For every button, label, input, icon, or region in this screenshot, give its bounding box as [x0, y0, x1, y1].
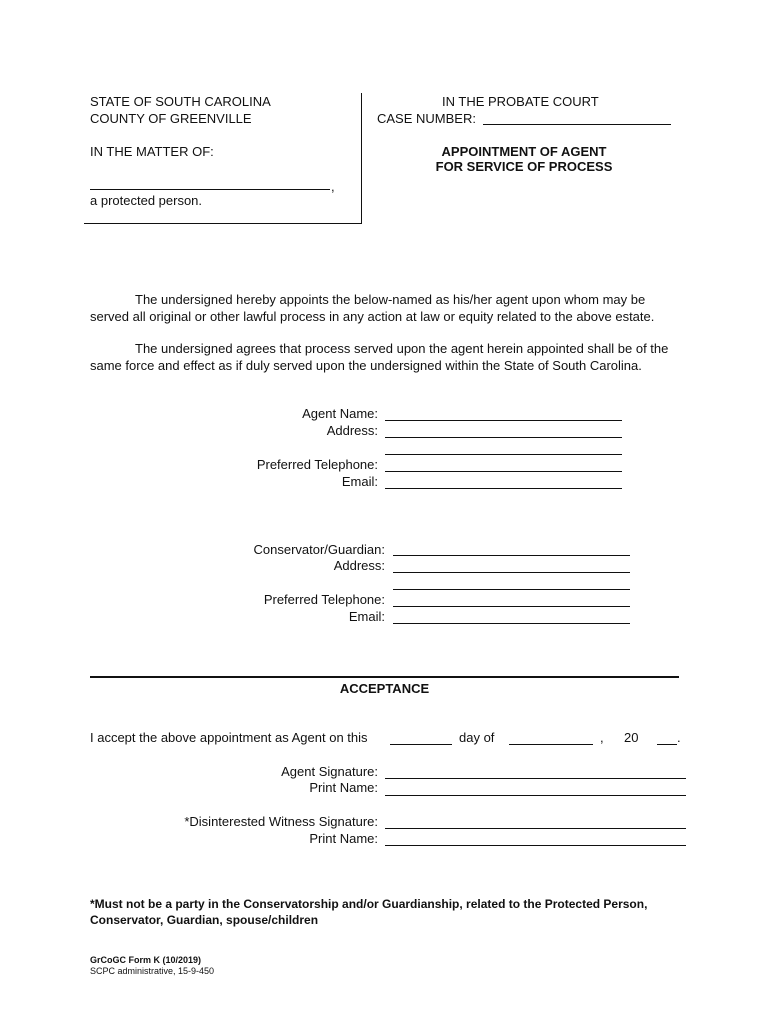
- conservator-email-label: Email:: [348, 609, 385, 624]
- protected-person-name-line[interactable]: [90, 189, 330, 190]
- witness-print-name-line[interactable]: [385, 845, 686, 846]
- county-name: COUNTY OF GREENVILLE: [90, 111, 252, 126]
- agent-print-name-line[interactable]: [385, 795, 686, 796]
- court-name: IN THE PROBATE COURT: [442, 94, 599, 109]
- agent-signature-line[interactable]: [385, 778, 686, 779]
- agent-telephone-line[interactable]: [385, 471, 622, 472]
- agent-name-line[interactable]: [385, 420, 622, 421]
- agent-print-name-label: Print Name:: [309, 780, 378, 795]
- conservator-name-line[interactable]: [393, 555, 630, 556]
- conservator-address-line-1[interactable]: [393, 572, 630, 573]
- conservator-email-line[interactable]: [393, 623, 630, 624]
- in-the-matter-label: IN THE MATTER OF:: [90, 144, 214, 159]
- witness-print-name-label: Print Name:: [309, 831, 378, 846]
- agent-email-line[interactable]: [385, 488, 622, 489]
- acceptance-divider: [90, 676, 679, 678]
- date-comma: ,: [600, 730, 604, 745]
- year-prefix: 20: [624, 730, 639, 745]
- case-number-label: CASE NUMBER:: [377, 111, 476, 126]
- protected-person-label: a protected person.: [90, 193, 203, 208]
- form-title-line1: APPOINTMENT OF AGENT: [441, 144, 607, 159]
- witness-signature-label: *Disinterested Witness Signature:: [184, 814, 378, 829]
- date-period: .: [677, 730, 681, 745]
- acceptance-heading: ACCEPTANCE: [339, 681, 430, 696]
- conservator-address-label: Address:: [333, 558, 385, 573]
- witness-footnote: *Must not be a party in the Conservatorship and/or Guardianship, related to the Protected Person, Conservator, Guardian, spouse/children: [90, 897, 648, 927]
- acceptance-day-line[interactable]: [390, 744, 452, 745]
- acceptance-statement: I accept the above appointment as Agent on this: [90, 730, 368, 745]
- appointment-paragraph: The undersigned hereby appoints the below-named as his/her agent upon whom may be served all original or other lawful process in any action at law or equity related to the above estate.: [90, 292, 655, 324]
- state-name: STATE OF SOUTH CAROLINA: [90, 94, 271, 109]
- agreement-paragraph: The undersigned agrees that process served upon the agent herein appointed shall be of the same force and effect as if duly served upon the undersigned within the State of South Carolina.: [90, 341, 669, 373]
- acceptance-month-line[interactable]: [509, 744, 593, 745]
- agent-address-label: Address:: [326, 423, 378, 438]
- caption-bottom-divider: [84, 223, 362, 224]
- case-number-line[interactable]: [483, 124, 671, 125]
- agent-name-label: Agent Name:: [302, 406, 378, 421]
- witness-signature-line[interactable]: [385, 828, 686, 829]
- protected-person-comma: ,: [331, 179, 335, 194]
- caption-vertical-divider: [361, 93, 362, 224]
- administrative-reference: SCPC administrative, 15-9-450: [90, 966, 215, 976]
- agent-address-line-1[interactable]: [385, 437, 622, 438]
- conservator-name-label: Conservator/Guardian:: [253, 542, 385, 557]
- agent-signature-label: Agent Signature:: [281, 764, 378, 779]
- day-of-label: day of: [459, 730, 495, 745]
- agent-email-label: Email:: [341, 474, 378, 489]
- conservator-address-line-2[interactable]: [393, 589, 630, 590]
- form-identifier: GrCoGC Form K (10/2019): [90, 955, 202, 965]
- conservator-telephone-label: Preferred Telephone:: [263, 592, 385, 607]
- acceptance-year-line[interactable]: [657, 744, 677, 745]
- form-title-line2: FOR SERVICE OF PROCESS: [435, 159, 613, 174]
- agent-telephone-label: Preferred Telephone:: [256, 457, 378, 472]
- conservator-telephone-line[interactable]: [393, 606, 630, 607]
- agent-address-line-2[interactable]: [385, 454, 622, 455]
